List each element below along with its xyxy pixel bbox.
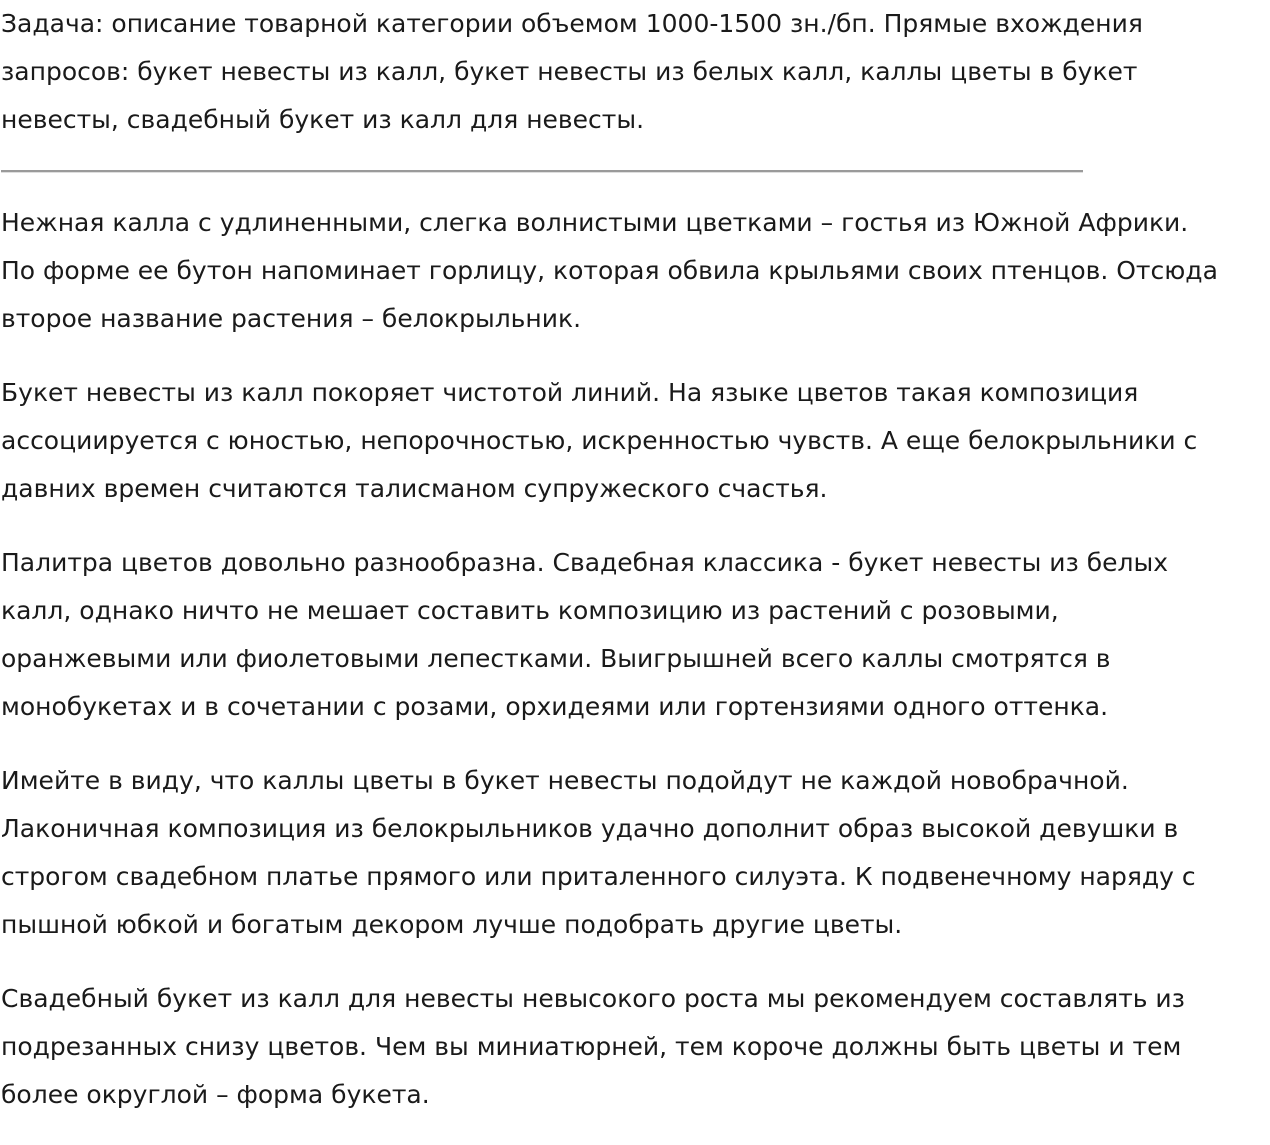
- paragraph-line: Лаконичная композиция из белокрыльников удачно дополнит образ высокой девушки в: [1, 814, 1179, 843]
- paragraph-line: пышной юбкой и богатым декором лучше подобрать другие цветы.: [1, 910, 903, 939]
- task-line: Задача: описание товарной категории объемом 1000-1500 зн./бп. Прямые вхождения: [1, 9, 1143, 38]
- paragraph-line: второе название растения – белокрыльник.: [1, 304, 582, 333]
- paragraph-line: калл, однако ничто не мешает составить композицию из растений с розовыми,: [1, 596, 1059, 625]
- paragraph-line: более округлой – форма букета.: [1, 1080, 430, 1109]
- paragraph-line: давних времен считаются талисманом супружеского счастья.: [1, 474, 828, 503]
- paragraph-line: монобукетах и в сочетании с розами, орхидеями или гортензиями одного оттенка.: [1, 692, 1109, 721]
- paragraph-suitability: [1, 757, 1269, 949]
- paragraph-line: Палитра цветов довольно разнообразна. Свадебная классика - букет невесты из белых: [1, 548, 1169, 577]
- paragraph-recommendation: [1, 975, 1269, 1119]
- paragraph-line: По форме ее бутон напоминает горлицу, которая обвила крыльями своих птенцов. Отсюда: [1, 256, 1218, 285]
- paragraph-palette: [1, 539, 1269, 731]
- article-body: [1, 199, 1269, 1119]
- paragraph-line: Букет невесты из калл покоряет чистотой линий. На языке цветов такая композиция: [1, 378, 1139, 407]
- document: [1, 0, 1269, 1145]
- horizontal-divider: [1, 170, 1083, 173]
- paragraph-line: Свадебный букет из калл для невесты невысокого роста мы рекомендуем составлять из: [1, 984, 1185, 1013]
- paragraph-symbolism: [1, 369, 1269, 513]
- paragraph-line: оранжевыми или фиолетовыми лепестками. Выигрышней всего каллы смотрятся в: [1, 644, 1111, 673]
- paragraph-line: подрезанных снизу цветов. Чем вы миниатюрней, тем короче должны быть цветы и тем: [1, 1032, 1182, 1061]
- paragraph-line: Нежная калла с удлиненными, слегка волнистыми цветками – гостья из Южной Африки.: [1, 208, 1189, 237]
- paragraph-origin: [1, 199, 1269, 343]
- task-statement: [1, 0, 1269, 144]
- paragraph-line: ассоциируется с юностью, непорочностью, искренностью чувств. А еще белокрыльники с: [1, 426, 1198, 455]
- paragraph-line: строгом свадебном платье прямого или приталенного силуэта. К подвенечному наряду с: [1, 862, 1196, 891]
- task-line: невесты, свадебный букет из калл для невесты.: [1, 105, 645, 134]
- task-line: запросов: букет невесты из калл, букет невесты из белых калл, каллы цветы в букет: [1, 57, 1138, 86]
- paragraph-line: Имейте в виду, что каллы цветы в букет невесты подойдут не каждой новобрачной.: [1, 766, 1129, 795]
